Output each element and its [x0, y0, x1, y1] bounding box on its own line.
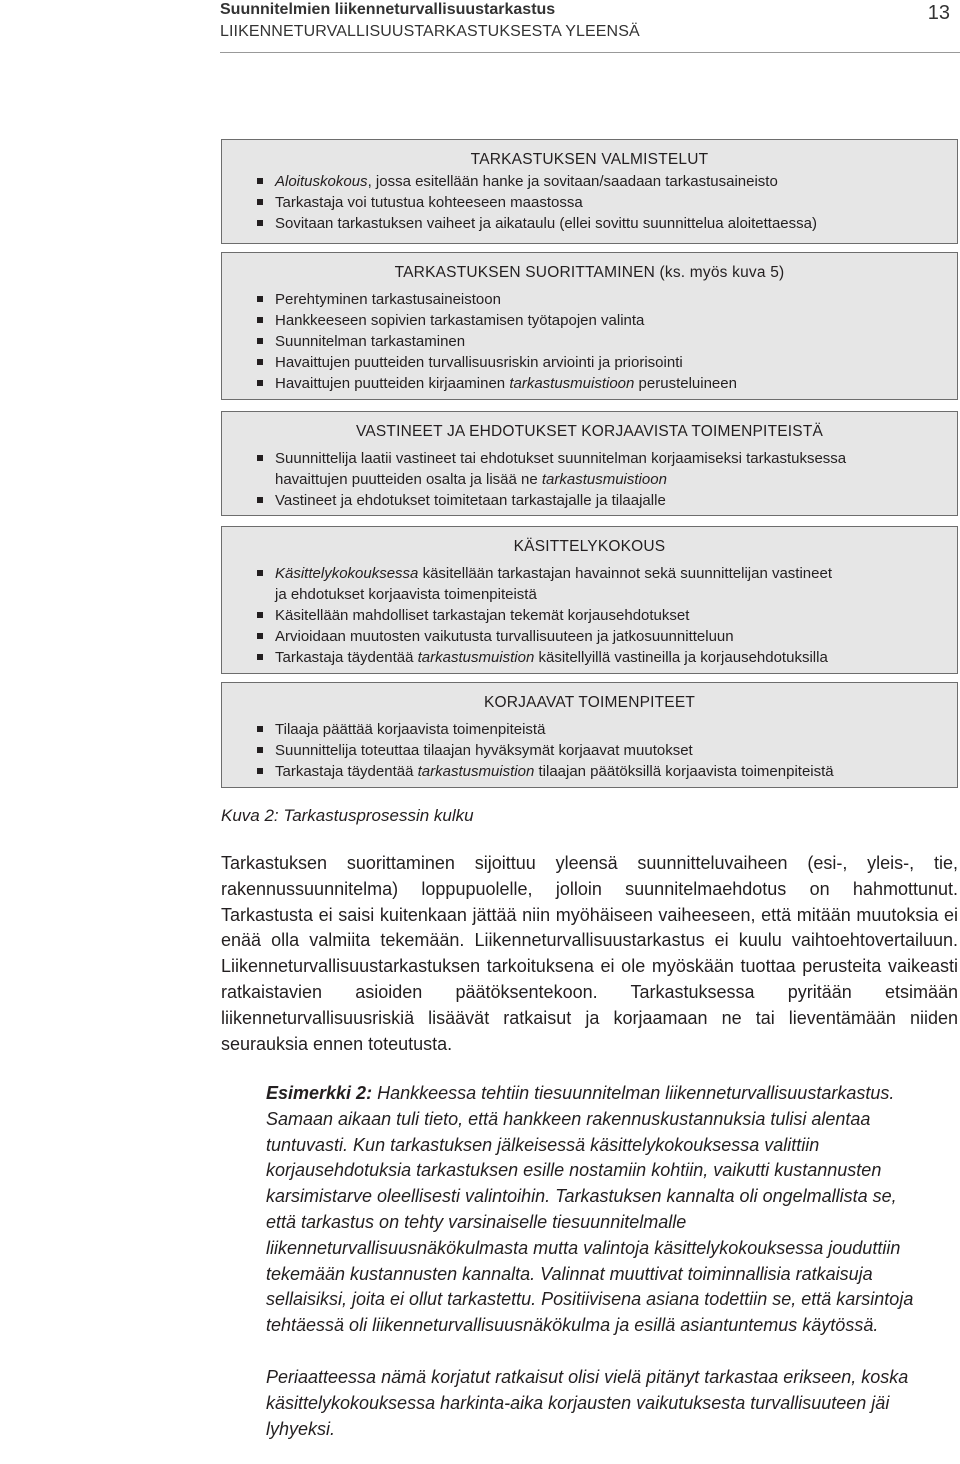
header-divider [220, 52, 960, 53]
process-box-review-meeting [221, 526, 958, 674]
box-title: TARKASTUKSEN VALMISTELUT [470, 151, 709, 168]
bullet-list [222, 171, 957, 234]
example-paragraph: Esimerkki 2: Hankkeessa tehtiin tiesuunnitelman liikenneturvallisuustarkastus. Samaan aikaan tuli tieto, että hankkeen rakennuskustannuksia tulisi alentaa tuntuvasti. Kun tarkastuksen jälkeisessä käsittelykokouksessa valittiin korjausehdotuksia tarkastuksen esille nostamiin kohtiin, vaikutti kustannusten karsimistarve oleellisesti valintoihin. Tarkastuksen kannalta oli ongelmallista se, että tarkastus on tehty varsinaiselle tiesuunnitelmalle liikenneturvallisuusnäkökulmasta mutta valintoja käsittelykokouksessa jouduttiin tekemään kustannusten kannalta. Valinnat muuttivat toiminnallisia ratkaisuja sellaisiksi, joita ei ollut tarkastettu. Positiivisena asiana todettiin se, että karsintoja tehtäessä oli liikenneturvallisuusnäkökulma ja esillä asiantuntemus käytössä. [266, 1083, 914, 1336]
page-number: 13 [927, 2, 950, 24]
list-item: Havaittujen puutteiden kirjaaminen tarkastusmuistioon perusteluineen [222, 373, 957, 394]
running-header-title: Suunnitelmien liikenneturvallisuustarkastus [220, 1, 556, 18]
process-box-execution [221, 252, 958, 400]
list-item: Käsitellään mahdolliset tarkastajan tekemät korjausehdotukset [222, 605, 957, 626]
list-item: Suunnittelija laatii vastineet tai ehdotukset suunnitelman korjaamiseksi tarkastuksessa havaittujen puutteiden osalta ja lisää ne tarkastusmuistioon [222, 448, 957, 490]
list-item: Aloituskokous, jossa esitellään hanke ja sovitaan/saadaan tarkastusaineisto [222, 171, 957, 192]
box-title: TARKASTUKSEN SUORITTAMINEN (ks. myös kuva 5) [394, 264, 785, 281]
box-title: KORJAAVAT TOIMENPITEET [483, 694, 696, 711]
box-title: KÄSITTELYKOKOUS [513, 538, 666, 555]
bullet-list [222, 719, 957, 782]
list-item: Sovitaan tarkastuksen vaiheet ja aikataulu (ellei sovittu suunnittelua aloitettaessa) [222, 213, 957, 234]
list-item: Tarkastaja voi tutustua kohteeseen maastossa [222, 192, 957, 213]
box-title: VASTINEET JA EHDOTUKSET KORJAAVISTA TOIMENPITEISTÄ [355, 423, 824, 440]
list-item: Suunnitelman tarkastaminen [222, 331, 957, 352]
list-item: Tarkastaja täydentää tarkastusmuistion käsitellyillä vastineilla ja korjausehdotuksilla [222, 647, 957, 668]
list-item: Käsittelykokouksessa käsitellään tarkastajan havainnot sekä suunnittelijan vastineet ja ehdotukset korjaavista toimenpiteistä [222, 563, 957, 605]
example-block [266, 1081, 916, 1442]
process-box-corrective-actions [221, 682, 958, 788]
bullet-list [222, 289, 957, 394]
list-item: Tarkastaja täydentää tarkastusmuistion tilaajan päätöksillä korjaavista toimenpiteistä [222, 761, 957, 782]
list-item: Suunnittelija toteuttaa tilaajan hyväksymät korjaavat muutokset [222, 740, 957, 761]
body-paragraph: Tarkastuksen suorittaminen sijoittuu yleensä suunnitteluvaiheen (esi-, yleis-, tie, rakennussuunnitelma) loppupuolelle, jolloin suunnitelmaehdotus on hahmottunut. Tarkastusta ei saisi kuitenkaan jättää niin myöhäiseen vaiheeseen, että mitään muutoksia ei enää olla valmiita tekemään. Liikenneturvallisuustarkastus ei kuulu vaihtoehtovertailuun. Liikenneturvallisuustarkastuksen tarkoituksena ei ole myöskään tuottaa perusteita vaikeasti ratkaistavien asioiden päätöksentekoon. Tarkastuksessa pyritään etsimään liikenneturvallisuusriskiä lisäävät ratkaisut ja korjaamaan ne tai lieventämään niiden seurauksia ennen toteutusta. [221, 853, 958, 1054]
list-item: Vastineet ja ehdotukset toimitetaan tarkastajalle ja tilaajalle [222, 490, 957, 511]
list-item: Tilaaja päättää korjaavista toimenpiteistä [222, 719, 957, 740]
list-item: Havaittujen puutteiden turvallisuusriskin arviointi ja priorisointi [222, 352, 957, 373]
figure-caption: Kuva 2: Tarkastusprosessin kulku [221, 806, 474, 825]
example-label: Esimerkki 2: [266, 1083, 373, 1103]
running-header-section: LIIKENNETURVALLISUUSTARKASTUKSESTA YLEENSÄ [220, 23, 640, 40]
list-item: Hankkeeseen sopivien tarkastamisen työtapojen valinta [222, 310, 957, 331]
list-item: Perehtyminen tarkastusaineistoon [222, 289, 957, 310]
process-box-responses [221, 411, 958, 516]
process-box-preparation [221, 139, 958, 244]
example-paragraph-2: Periaatteessa nämä korjatut ratkaisut olisi vielä pitänyt tarkastaa erikseen, koska käsittelykokouksessa harkinta-aika korjausten vaikutuksesta turvallisuuteen jäi lyhyeksi. [266, 1366, 909, 1439]
list-item: Arvioidaan muutosten vaikutusta turvallisuuteen ja jatkosuunnitteluun [222, 626, 957, 647]
bullet-list [222, 448, 957, 511]
bullet-list [222, 563, 957, 668]
